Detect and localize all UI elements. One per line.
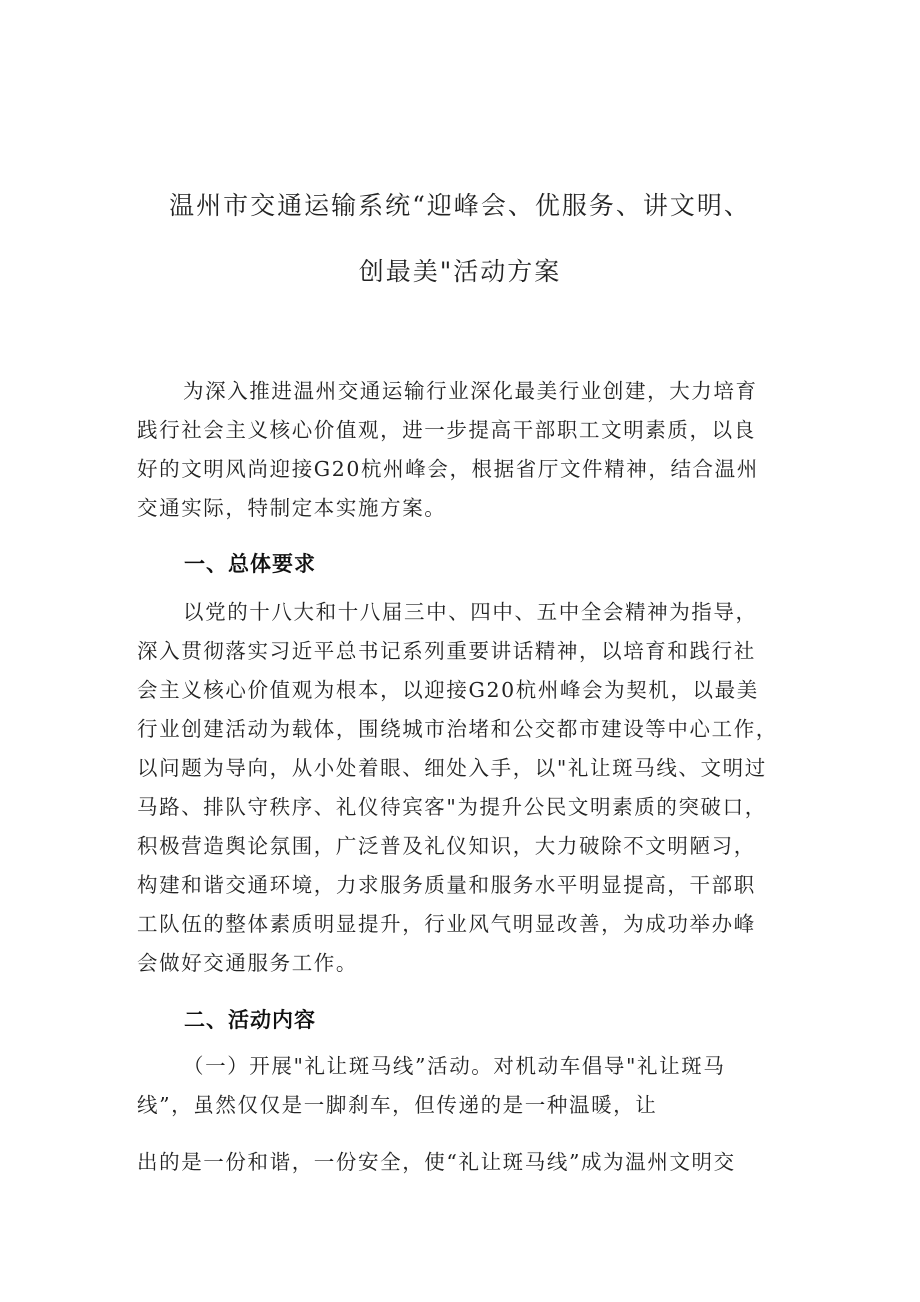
document-title-line-2: 创最美"活动方案 — [358, 257, 562, 286]
paragraph-line: 好的文明风尚迎接G20杭州峰会，根据省厅文件精神，结合温州 — [137, 457, 759, 481]
paragraph-line: 深入贯彻落实习近平总书记系列重要讲话精神，以培育和践行社 — [137, 639, 756, 663]
activity-content-paragraph-continued — [137, 1143, 789, 1182]
paragraph-line: 会做好交通服务工作。 — [137, 951, 358, 975]
activity-content-paragraph — [137, 1047, 789, 1125]
paragraph-line: 以党的十八大和十八届三中、四中、五中全会精神为指导， — [183, 600, 758, 624]
paragraph-line: 构建和谐交通环境，力求服务质量和服务水平明显提高，干部职 — [137, 873, 756, 897]
paragraph-line: 以问题为导向，从小处着眼、细处入手，以"礼让斑马线、文明过 — [137, 756, 767, 780]
paragraph-line: 会主义核心价值观为根本，以迎接G20杭州峰会为契机，以最美 — [137, 678, 759, 702]
paragraph-line: 践行社会主义核心价值观，进一步提高干部职工文明素质，以良 — [137, 418, 756, 442]
paragraph-line: 积极营造舆论氛围，广泛普及礼仪知识，大力破除不文明陋习， — [137, 834, 756, 858]
general-requirements-paragraph — [137, 593, 789, 983]
paragraph-line: 出的是一份和谐，一份安全，使“礼让斑马线”成为温州文明交 — [137, 1150, 736, 1174]
paragraph-line: 马路、排队守秩序、礼仪待宾客"为提升公民文明素质的突破口， — [137, 795, 767, 819]
section-heading-general-requirements: 一、总体要求 — [184, 552, 316, 576]
paragraph-line: 交通实际，特制定本实施方案。 — [137, 496, 447, 520]
paragraph-line: （一）开展"礼让斑马线”活动。对机动车倡导"礼让斑马 — [183, 1054, 726, 1078]
paragraph-line: 行业创建活动为载体，围绕城市治堵和公交都市建设等中心工作， — [137, 717, 778, 741]
document-title-line-1: 温州市交通运输系统“迎峰会、优服务、讲文明、 — [169, 191, 751, 220]
paragraph-line: 线”，虽然仅仅是一脚刹车，但传递的是一种温暖，让 — [137, 1093, 658, 1117]
paragraph-line: 为深入推进温州交通运输行业深化最美行业创建，大力培育 — [183, 379, 758, 403]
paragraph-line: 工队伍的整体素质明显提升，行业风气明显改善，为成功举办峰 — [137, 912, 756, 936]
intro-paragraph — [137, 372, 789, 528]
section-heading-activity-content: 二、活动内容 — [184, 1008, 316, 1032]
